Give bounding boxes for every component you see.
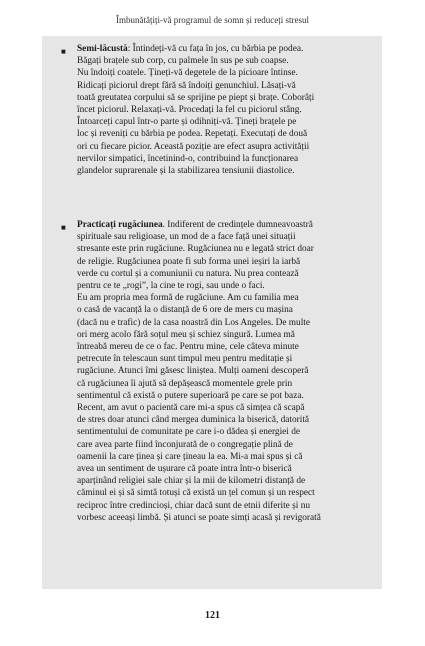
text-line: Băgați brațele sub corp, cu palmele în sus pe sub coapse.: [77, 56, 289, 67]
text-line-rest: . Indiferent de credințele dumneavoastră: [162, 220, 313, 230]
text-line: aparținând religiei sale chiar și la mii de kilometri distanță de: [77, 476, 306, 487]
text-line: Întoarceți capul într-o parte și odihniți-vă. Țineți brațele pe: [77, 117, 297, 128]
text-line: Recent, am avut o pacientă care mi-a spus că simțea că scapă: [77, 403, 305, 414]
content-box: [42, 36, 382, 589]
text-line: sentimentului de comunitate pe care i-o dădea și energiei de: [77, 427, 301, 438]
text-line: încet piciorul. Relaxați-vă. Procedați la fel cu piciorul stâng.: [77, 105, 302, 116]
text-line: o casă de vacanță la o distanță de 6 ore de mers cu mașina: [77, 305, 293, 316]
paragraph-practicati-rugaciunea: [77, 219, 382, 524]
text-line: verde cu cortul și a comuniunii cu natura. Nu prea contează: [77, 268, 299, 279]
text-line: întreabă mereu de ce o fac. Pentru mine, cele câteva minute: [77, 342, 299, 353]
text-line: nervilor simpatici, încetinind-o, contribuind la funcționarea: [77, 153, 299, 164]
text-line: [77, 43, 380, 55]
text-line: oamenii la care ținea și care țineau la ea. Mi-a mai spus și că: [77, 451, 303, 462]
text-line: (dacă nu e trafic) de la casa noastră din Los Angeles. De multe: [77, 317, 311, 328]
text-line: sentimentul că există o putere superioară pe care se pot baza.: [77, 390, 304, 401]
text-line: toată greutatea corpului să se sprijine pe piept și brațe. Coborâți: [77, 92, 315, 103]
bullet-marker: ■: [61, 47, 66, 56]
paragraph-semi-lacusta: [77, 43, 382, 177]
text-line: Eu am propria mea formă de rugăciune. Am cu familia mea: [77, 293, 299, 304]
page-number: 121: [205, 610, 220, 621]
bullet-marker: ■: [61, 223, 66, 232]
text-line-rest: : Întindeți-vă cu fața în jos, cu bărbia pe podea.: [127, 44, 304, 54]
text-line: de religie. Rugăciunea poate fi sub forma unei ieșiri la iarbă: [77, 256, 301, 267]
text-line: că rugăciunea îi ajută să depășească momentele grele prin: [77, 378, 293, 389]
text-line: petrecute în telescaun sunt timpul meu pentru meditație și: [77, 354, 293, 365]
text-line: vorbesc aceeași limbă. Și atunci se poate simți acasă și revigorată: [77, 512, 321, 523]
text-line: Nu îndoiți coatele. Țineți-vă degetele de la picioare întinse.: [77, 68, 298, 79]
text-line: [77, 219, 380, 231]
lead-term-semi-lacusta: Semi-lăcustă: [77, 44, 128, 54]
text-line: spirituale sau religioase, un mod de a face față unei situații: [77, 232, 296, 243]
text-line: glandelor suprarenale și la stabilizarea tensiunii diastolice.: [77, 166, 295, 177]
text-line: căminul ei și să simtă totuși că există un țel comun și un respect: [77, 488, 315, 499]
text-line: reciproc între credincioși, chiar dacă sunt de etnii diferite și nu: [77, 500, 311, 511]
text-line: care avea parte fiind înconjurată de o congregație plină de: [77, 439, 293, 450]
text-line: pentru ce te „rogi”, la cine te rogi, sau unde o faci.: [77, 281, 265, 292]
text-line: stresante este prin rugăciune. Rugăciunea nu e legată strict doar: [77, 244, 314, 255]
text-line: ori cu fiecare picior. Această poziție are efect asupra activității: [77, 141, 310, 152]
text-line: ori merg acolo fără soțul meu și schiez singură. Lumea mă: [77, 329, 295, 340]
lead-term-rugaciunea: Practicați rugăciunea: [77, 220, 163, 230]
text-line: loc și reveniți cu bărbia pe podea. Repetați. Executați de două: [77, 129, 308, 140]
text-line: de stres doar atunci când mergea duminica la biserică, datorită: [77, 415, 310, 426]
text-line: avea un sentiment de ușurare că poate intra într-o biserică: [77, 464, 292, 475]
running-header: Îmbunătățiți-vă programul de somn și reduceți stresul: [116, 15, 309, 25]
text-line: rugăciune. Atunci îmi găsesc liniștea. Mulți oameni descoperă: [77, 366, 309, 377]
text-line: Ridicați piciorul drept fără să îndoiți genunchiul. Lăsați-vă: [77, 80, 296, 91]
